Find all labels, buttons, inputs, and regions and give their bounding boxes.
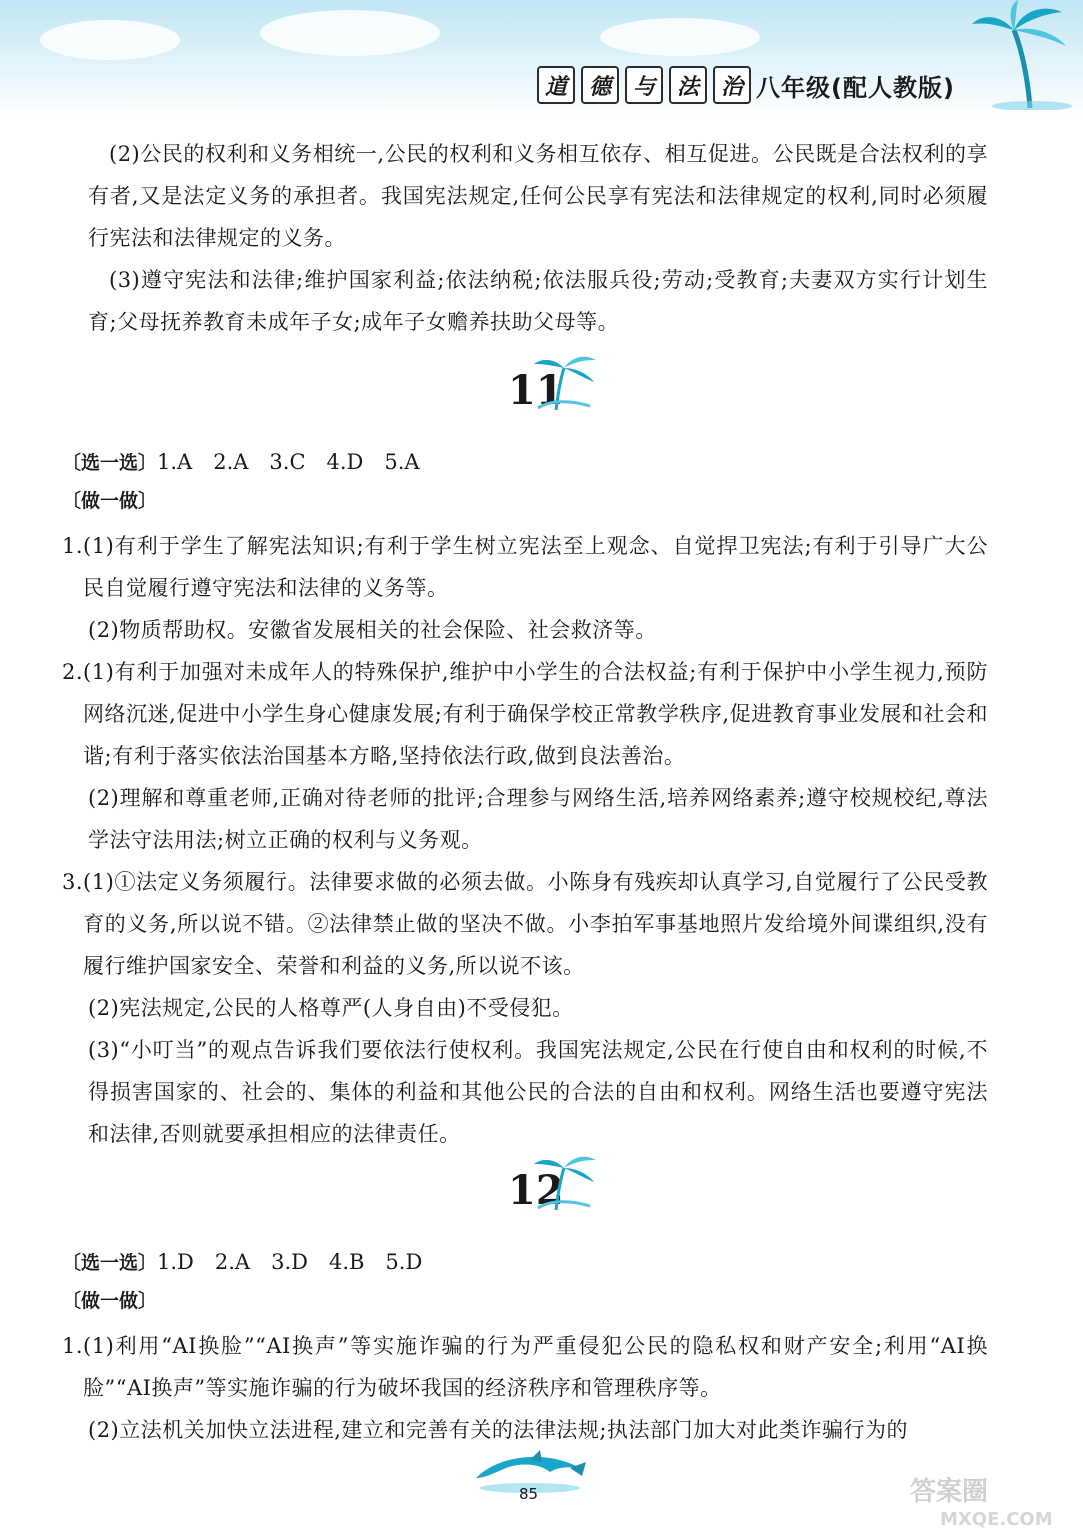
palm-tree-icon: [970, 0, 1083, 110]
book-title-char: 与: [625, 66, 663, 104]
palm-tree-icon: [530, 350, 600, 415]
choose-answers: 1.D 2.A 3.D 4.B 5.D: [157, 1250, 423, 1274]
section-number-12: 12: [508, 1167, 564, 1214]
choose-label: 〔选一选〕: [62, 452, 158, 474]
answer-paragraph: (3)“小叮当”的观点告诉我们要依法行使权利。我国宪法规定,公民在行使自由和权利的时候,不得损害国家的、社会的、集体的利益和其他公民的合法的自由和权利。网络生活也要遵守宪法和法律,否则就要承担相应的法律责任。: [88, 1038, 988, 1146]
answer-paragraph: 1.(1)利用“AI换脸”“AI换声”等实施诈骗的行为严重侵犯公民的隐私权和财产安全;利用“AI换脸”“AI换声”等实施诈骗的行为破坏我国的经济秩序和管理秩序等。: [62, 1334, 988, 1400]
book-title-char: 治: [713, 66, 751, 104]
page-number: 85: [519, 1485, 539, 1503]
answer-paragraph: 2.(1)有利于加强对未成年人的特殊保护,维护中小学生的合法权益;有利于保护中小学生视力,预防网络沉迷,促进中小学生身心健康发展;有利于确保学校正常教学秩序,促进教育事业发展和社会和谐;有利于落实依法治国基本方略,坚持依法行政,做到良法善治。: [62, 660, 988, 768]
choose-label: 〔选一选〕: [62, 1252, 158, 1274]
section12-do-row: [62, 1286, 157, 1313]
cloud-decoration: [600, 18, 760, 56]
choose-answers: 1.A 2.A 3.C 4.D 5.A: [157, 450, 420, 474]
book-title-char: 德: [581, 66, 619, 104]
section12-choose-row: [62, 1246, 422, 1276]
intro-paragraph-2: (2)公民的权利和义务相统一,公民的权利和义务相互依存、相互促进。公民既是合法权利的享有者,又是法定义务的承担者。我国宪法规定,任何公民享有宪法和法律规定的权利,同时必须履行宪法和法律规定的义务。: [88, 142, 988, 250]
answer-paragraph: (2)立法机关加快立法进程,建立和完善有关的法律法规;执法部门加大对此类诈骗行为的: [88, 1418, 908, 1442]
svg-text:答案圈: 答案圈: [910, 1477, 989, 1507]
section12-answers: [62, 1325, 988, 1451]
answer-paragraph: 3.(1)①法定义务须履行。法律要求做的必须去做。小陈身有残疾却认真学习,自觉履行了公民受教育的义务,所以说不错。②法律禁止做的坚决不做。小李拍军事基地照片发给境外间谍组织,没有履行维护国家安全、荣誉和利益的义务,所以说不该。: [62, 870, 988, 978]
do-label: 〔做一做〕: [62, 1290, 158, 1312]
grade-edition-label: 八年级(配人教版): [756, 74, 955, 102]
watermark-logo: [900, 1470, 1070, 1530]
palm-tree-icon: [530, 1150, 600, 1215]
do-label: 〔做一做〕: [62, 490, 158, 512]
section11-do-row: [62, 486, 157, 513]
section11-choose-row: [62, 446, 420, 476]
cloud-decoration: [40, 20, 180, 60]
book-title-char: 法: [669, 66, 707, 104]
book-title-char: 道: [537, 66, 575, 104]
section-number-11: 11: [508, 367, 564, 414]
cloud-decoration: [260, 10, 440, 56]
answer-paragraph: (2)物质帮助权。安徽省发展相关的社会保险、社会救济等。: [88, 618, 657, 642]
book-title: [537, 66, 751, 104]
section11-answers: [62, 525, 988, 1155]
answer-paragraph: (2)宪法规定,公民的人格尊严(人身自由)不受侵犯。: [88, 996, 574, 1020]
intro-block: [88, 133, 988, 343]
answer-paragraph: 1.(1)有利于学生了解宪法知识;有利于学生树立宪法至上观念、自觉捍卫宪法;有利于引导广大公民自觉履行遵守宪法和法律的义务等。: [62, 534, 988, 600]
answer-paragraph: (2)理解和尊重老师,正确对待老师的批评;合理参与网络生活,培养网络素养;遵守校规校纪,尊法学法守法用法;树立正确的权利与义务观。: [88, 786, 988, 852]
intro-paragraph-3: (3)遵守宪法和法律;维护国家利益;依法纳税;依法服兵役;劳动;受教育;夫妻双方实行计划生育;父母抚养教育未成年子女;成年子女赡养扶助父母等。: [88, 268, 988, 334]
svg-text:MXQE.COM: MXQE.COM: [940, 1509, 1053, 1530]
